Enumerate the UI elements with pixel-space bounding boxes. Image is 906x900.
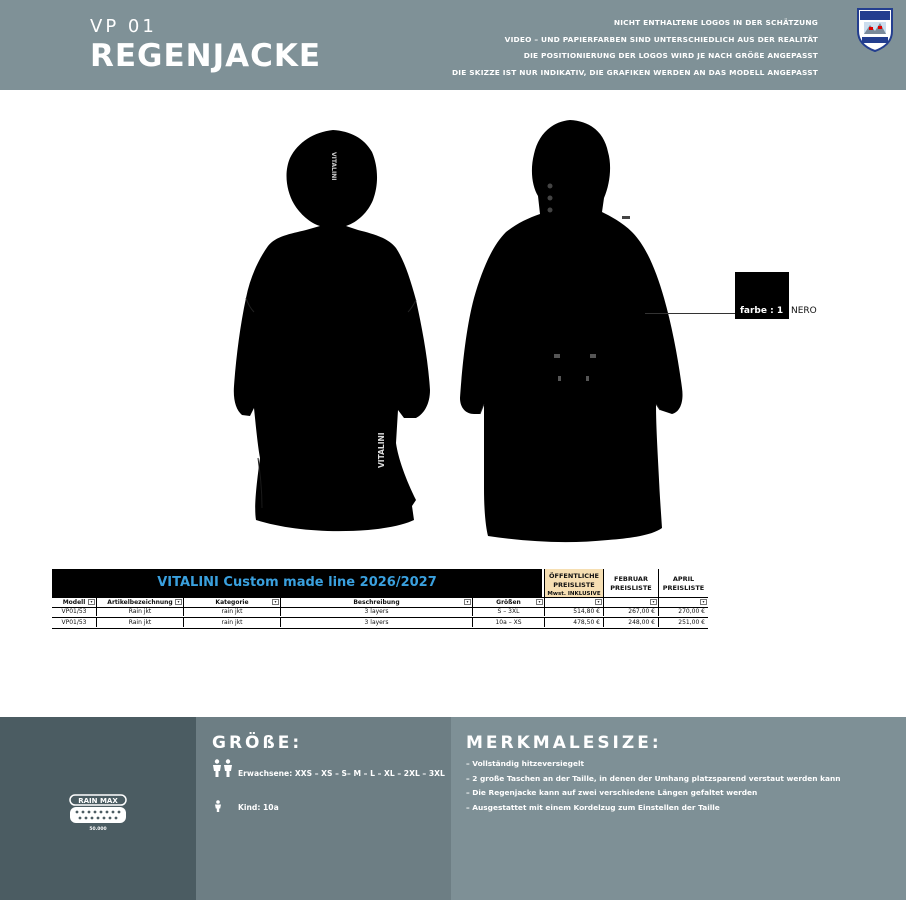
price-header-line: PREISLISTE (553, 581, 595, 589)
svg-text:50.000: 50.000 (89, 827, 107, 832)
feature-item: – Ausgestattet mit einem Kordelzug zum Einstellen der Taille (466, 802, 720, 812)
price-header-line: ÖFFENTLICHE (549, 572, 599, 580)
note-line: NICHT ENTHALTENE LOGOS IN DER SCHÄTZUNG (613, 18, 818, 27)
filter-dropdown-icon[interactable]: ▾ (536, 599, 543, 605)
filter-dropdown-icon[interactable]: ▾ (595, 599, 602, 605)
column-header-modell[interactable]: Modell ▾ (52, 598, 96, 607)
filter-dropdown-icon[interactable]: ▾ (88, 599, 95, 605)
cell-artikel: Rain jkt (96, 607, 183, 616)
color-name: NERO (791, 306, 817, 316)
rain-max-badge-icon (67, 793, 129, 833)
filter-dropdown-icon[interactable]: ▾ (650, 599, 657, 605)
table-row (52, 607, 708, 618)
public-price-header (544, 569, 603, 597)
filter-dropdown-icon[interactable]: ▾ (175, 599, 182, 605)
jacket-back-view (218, 128, 448, 543)
cell-price-public: 514,80 € (544, 607, 603, 616)
kid-icon (213, 800, 223, 812)
price-header-line: APRIL (672, 575, 695, 583)
table-row (52, 618, 708, 629)
svg-text:RAIN MAX: RAIN MAX (78, 797, 118, 805)
cell-artikel: Rain jkt (96, 618, 183, 627)
color-swatch-label: farbe : 1 (740, 306, 784, 316)
swatch-leader-line (645, 313, 735, 314)
jacket-front-view (458, 118, 688, 543)
cell-price-feb: 248,00 € (603, 618, 658, 627)
column-header-kategorie[interactable]: Kategorie ▾ (183, 598, 280, 607)
cell-groessen: S – 3XL (472, 607, 544, 616)
features-list (466, 757, 841, 815)
cell-price-feb: 267,00 € (603, 607, 658, 616)
feature-item: – Vollständig hitzeversiegelt (466, 759, 585, 768)
cell-price-apr: 251,00 € (658, 618, 708, 627)
filter-dropdown-icon[interactable]: ▾ (700, 599, 707, 605)
cell-beschreibung: 3 layers (280, 618, 472, 627)
adult-people-icon (212, 759, 234, 777)
price-header-line: PREISLISTE (662, 584, 705, 592)
cell-modell: VP01/53 (61, 619, 87, 626)
cell-beschreibung: 3 layers (280, 607, 472, 616)
column-header-price-public[interactable] (544, 598, 603, 607)
note-line: DIE POSITIONIERUNG DER LOGOS WIRD JE NACH GRÖßE ANGEPASST (523, 51, 818, 60)
header-bar (0, 0, 906, 90)
february-price-header (603, 569, 658, 597)
column-header-price-feb[interactable] (603, 598, 658, 607)
price-table (52, 569, 708, 629)
cell-price-public: 478,50 € (544, 618, 603, 627)
table-title: VITALINI Custom made line 2026/2027 (157, 575, 437, 590)
footer-badge-panel (0, 717, 196, 900)
feature-item: – 2 große Taschen an der Taille, in denen der Umhang platzsparend verstaut werden kann (466, 773, 841, 783)
club-crest-logo (855, 5, 895, 53)
price-header-line: FEBRUAR (614, 575, 648, 583)
filter-dropdown-icon[interactable]: ▾ (272, 599, 279, 605)
disclaimer-notes (452, 15, 818, 81)
note-line: VIDEO – UND PAPIERFARBEN SIND UNTERSCHIEDLICH AUS DER REALITÄT (504, 34, 818, 44)
filter-dropdown-icon[interactable]: ▾ (464, 599, 471, 605)
cell-groessen: 10a – XS (472, 618, 544, 627)
product-title: REGENJACKE (90, 38, 322, 74)
kid-sizes: Kind: 10a (238, 803, 279, 812)
april-price-header (658, 569, 708, 597)
footer-size-panel (196, 717, 451, 900)
column-header-beschreibung[interactable]: Beschreibung ▾ (280, 598, 472, 607)
column-header-price-apr[interactable] (658, 598, 708, 607)
size-title: GRÖßE: (212, 733, 303, 753)
cell-price-apr: 270,00 € (658, 607, 708, 616)
note-line: DIE SKIZZE IST NUR INDIKATIV, DIE GRAFIKEN WERDEN AN DAS MODELL ANGEPASST (451, 67, 818, 77)
price-header-note: Mwst. INKLUSIVE (547, 591, 601, 597)
adult-sizes: Erwachsene: XXS – XS – S– M – L – XL – 2XL – 3XL (238, 769, 445, 778)
back-vertical-logo: VITALINI (377, 432, 386, 468)
price-header-line: PREISLISTE (610, 584, 652, 592)
column-header-groessen[interactable]: Größen ▾ (472, 598, 544, 607)
cell-modell: VP01/53 (61, 608, 87, 615)
feature-item: – Die Regenjacke kann auf zwei verschiedene Längen gefaltet werden (466, 788, 758, 797)
column-header-artikel[interactable]: Artikelbezeichnung ▾ (96, 598, 183, 607)
model-code: VP 01 (90, 16, 157, 37)
cell-kategorie: rain jkt (183, 618, 280, 627)
back-hood-logo: VITALINI (330, 152, 337, 181)
cell-kategorie: rain jkt (183, 607, 280, 616)
features-title: MERKMALESIZE: (466, 733, 662, 753)
